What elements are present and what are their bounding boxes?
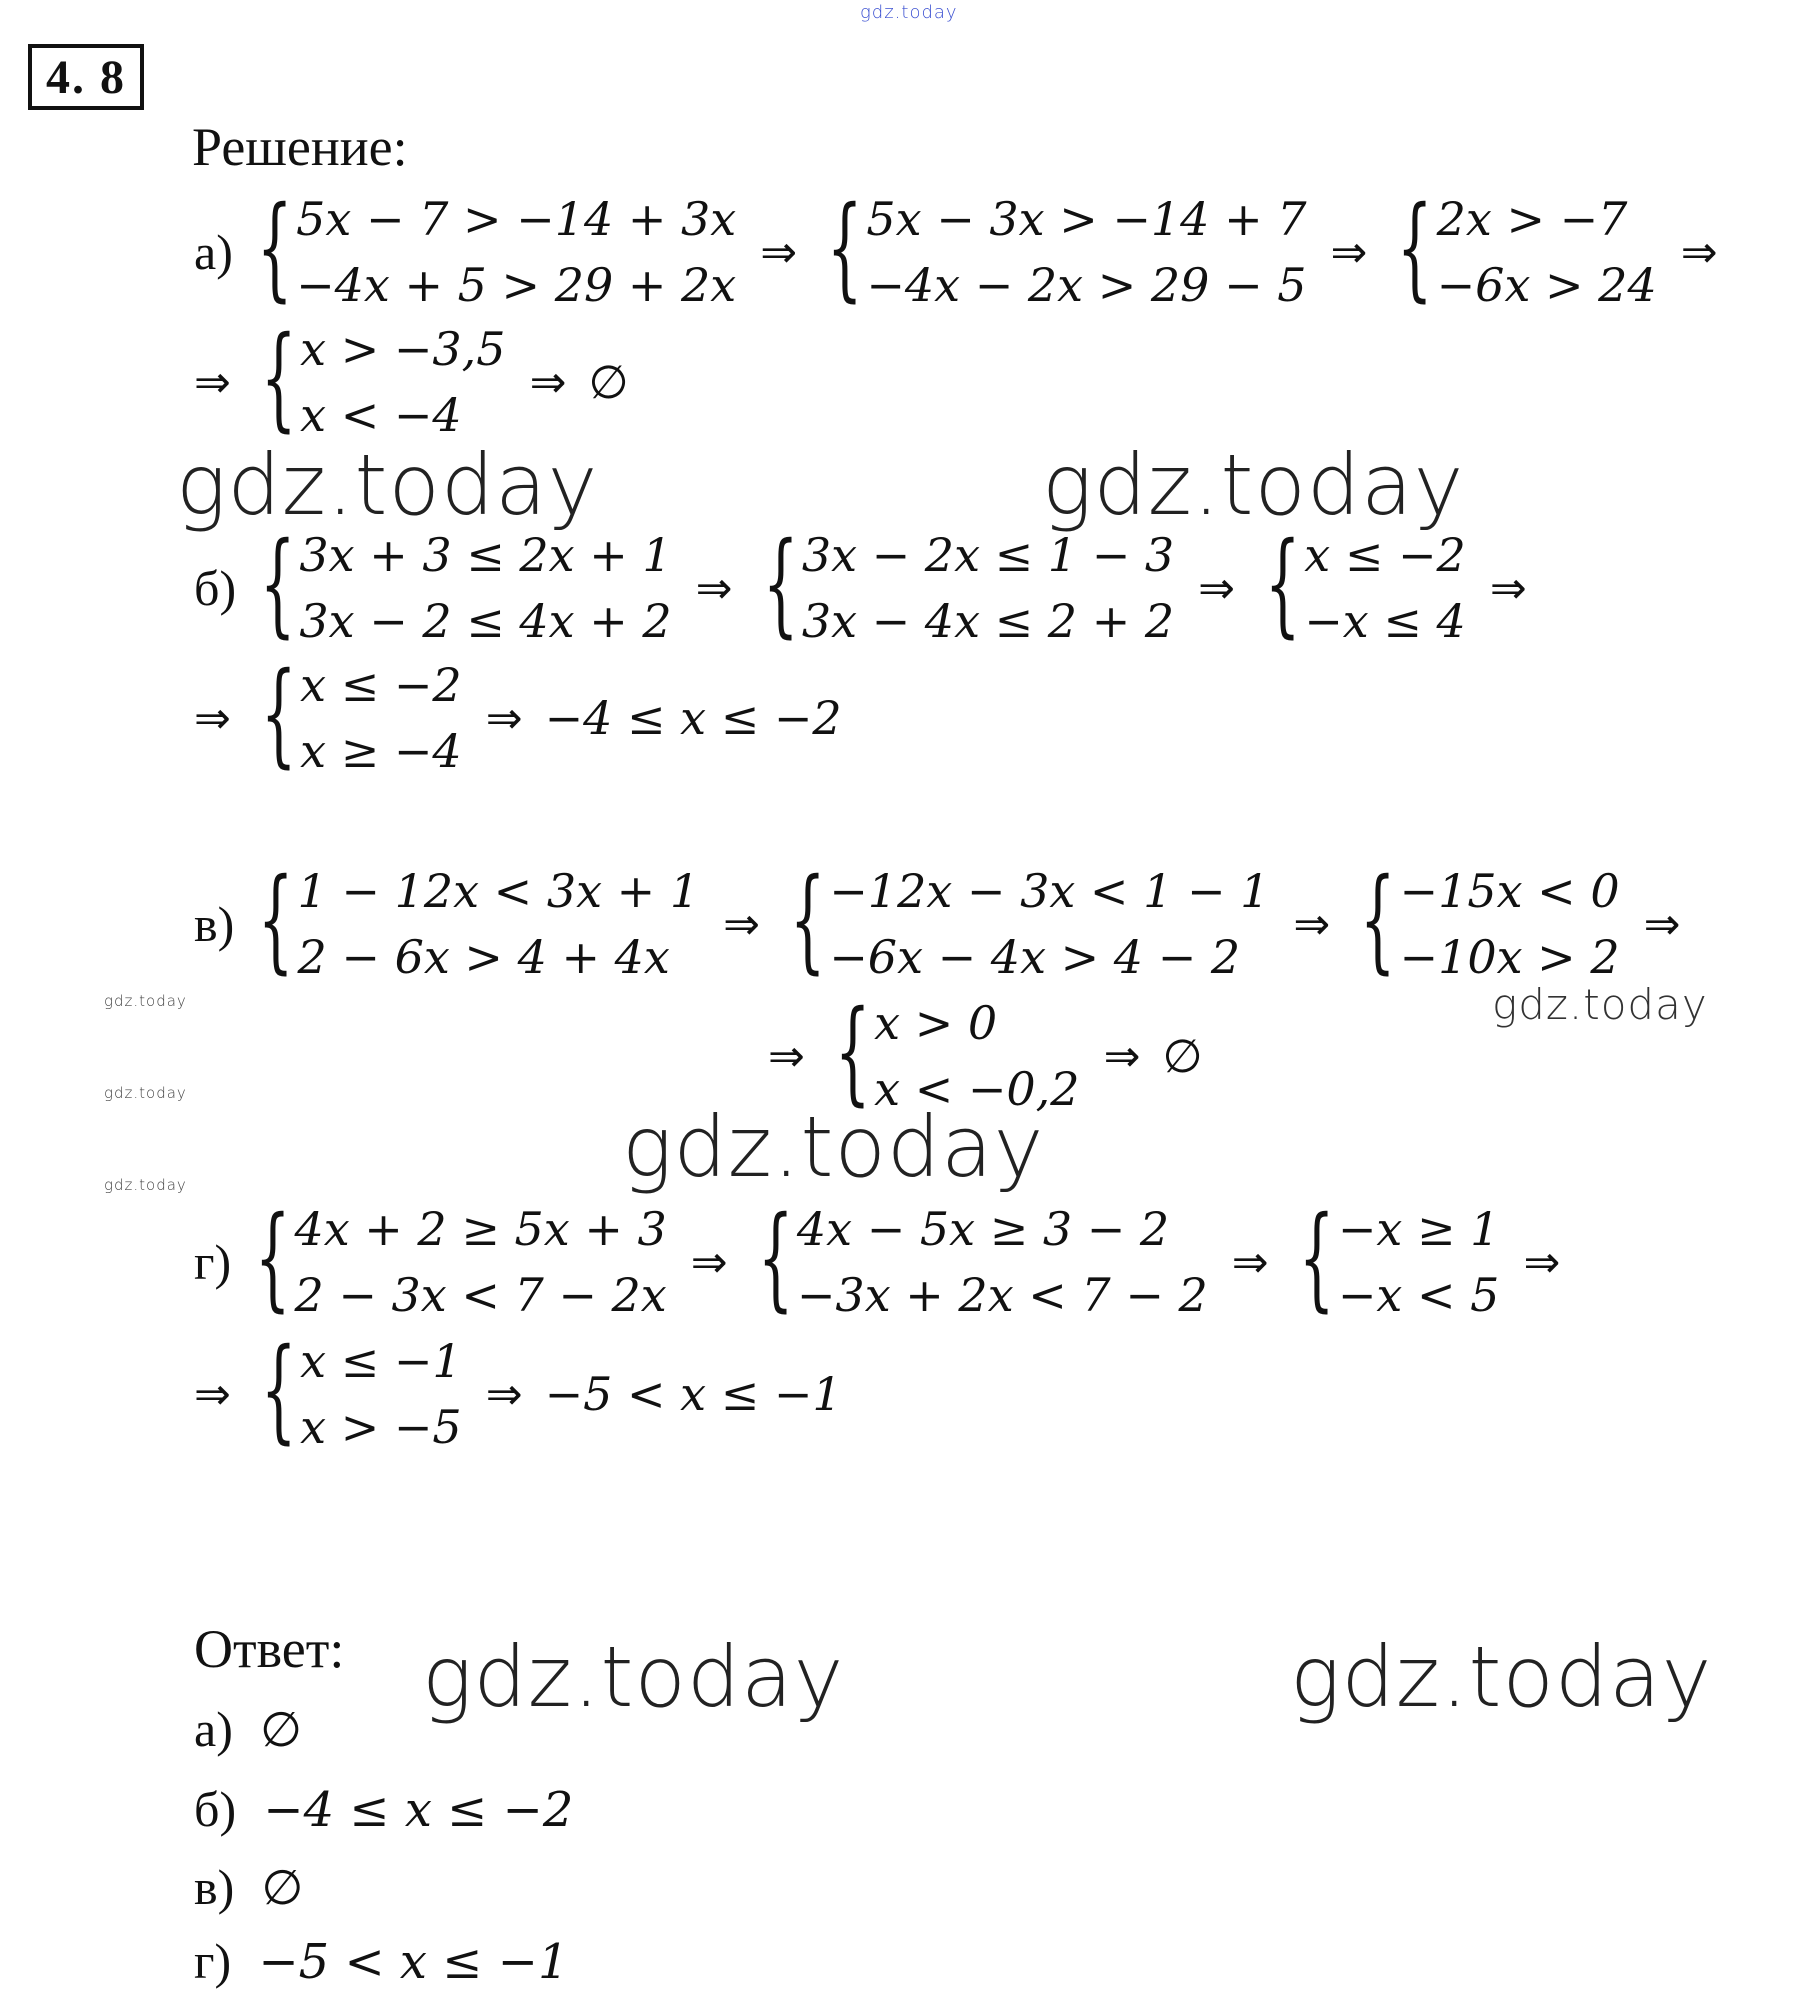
equation: 3x − 4x ≤ 2 + 2	[801, 594, 1175, 648]
system: { x > 0 x < −0,2	[829, 990, 1080, 1122]
part-a-line-2	[194, 313, 629, 448]
equation: 3x − 2 ≤ 4x + 2	[299, 594, 672, 648]
implies-arrow: ⇒	[1103, 1030, 1141, 1082]
answer-heading: Ответ:	[194, 1619, 345, 1679]
system: { 3x − 2x ≤ 1 − 3 3x − 4x ≤ 2 + 2	[757, 522, 1175, 654]
equation: −4x − 2x > 29 − 5	[866, 258, 1307, 312]
equation: 4x + 2 ≥ 5x + 3	[294, 1202, 667, 1256]
system: { −15x < 0 −10x > 2	[1354, 858, 1619, 990]
watermark: gdz.today	[1492, 980, 1708, 1029]
equation: 1 − 12x < 3x + 1	[297, 864, 700, 918]
equation: x ≤ −2	[300, 658, 462, 712]
answer-value: −5 < x ≤ −1	[258, 1934, 569, 1990]
implies-arrow: ⇒	[1231, 1236, 1269, 1288]
implies-arrow: ⇒	[194, 356, 231, 408]
system: { x ≤ −1 x > −5	[255, 1328, 462, 1460]
implies-arrow: ⇒	[768, 1030, 805, 1082]
system: { 2x > −7 −6x > 24	[1391, 186, 1656, 318]
system: { 3x + 3 ≤ 2x + 1 3x − 2 ≤ 4x + 2	[254, 522, 672, 654]
answer-value: ∅	[261, 1860, 304, 1916]
equation: x < −0,2	[874, 1062, 1080, 1116]
watermark: gdz.today	[622, 1098, 1045, 1196]
system: { 4x + 2 ≥ 5x + 3 2 − 3x < 7 − 2x	[249, 1196, 667, 1328]
watermark: gdz.today	[104, 992, 187, 1010]
equation: −15x < 0	[1399, 864, 1620, 918]
equation: −3x + 2x < 7 − 2	[796, 1268, 1208, 1322]
part-v-label: в)	[194, 896, 235, 952]
implies-arrow: ⇒	[1330, 226, 1368, 278]
system: { 4x − 5x ≥ 3 − 2 −3x + 2x < 7 − 2	[752, 1196, 1208, 1328]
implies-arrow: ⇒	[690, 1236, 728, 1288]
equation: −6x > 24	[1436, 258, 1657, 312]
answer-label: г)	[194, 1933, 232, 1989]
part-g-line-2	[194, 1325, 842, 1460]
implies-arrow: ⇒	[1198, 562, 1235, 614]
system: { x ≤ −2 x ≥ −4	[255, 652, 462, 784]
watermark-top: gdz.today	[860, 2, 958, 23]
equation: 2x > −7	[1436, 192, 1628, 246]
equation: −x ≤ 4	[1304, 594, 1466, 648]
equation: x < −4	[300, 388, 462, 442]
equation: 2 − 3x < 7 − 2x	[294, 1268, 667, 1322]
part-a-result: ∅	[588, 355, 629, 409]
equation: x ≤ −2	[1304, 528, 1466, 582]
part-g-line-1	[194, 1193, 1578, 1328]
answer-label: б)	[194, 1781, 237, 1837]
answer-b	[194, 1780, 573, 1838]
watermark: gdz.today	[104, 1176, 187, 1194]
part-v-line-1	[194, 855, 1698, 990]
part-a-line-1	[194, 183, 1736, 318]
implies-arrow: ⇒	[695, 562, 733, 614]
answer-v	[194, 1858, 303, 1916]
watermark: gdz.today	[1290, 1628, 1713, 1726]
equation: 2 − 6x > 4 + 4x	[297, 930, 670, 984]
equation: −4x + 5 > 29 + 2x	[296, 258, 737, 312]
equation: 4x − 5x ≥ 3 − 2	[796, 1202, 1170, 1256]
equation: −x ≥ 1	[1337, 1202, 1500, 1256]
answer-value: −4 ≤ x ≤ −2	[263, 1782, 574, 1838]
implies-arrow: ⇒	[723, 898, 760, 950]
equation: 5x − 3x > −14 + 7	[866, 192, 1307, 246]
part-g-result: −5 < x ≤ −1	[544, 1367, 842, 1421]
watermark: gdz.today	[176, 436, 599, 534]
system: { x ≤ −2 −x ≤ 4	[1259, 522, 1466, 654]
implies-arrow: ⇒	[1523, 1236, 1561, 1288]
equation: −6x − 4x > 4 − 2	[829, 930, 1241, 984]
part-b-line-1	[194, 519, 1545, 654]
answer-value: ∅	[260, 1702, 302, 1758]
answer-a	[194, 1700, 302, 1758]
equation: x ≥ −4	[300, 724, 462, 778]
implies-arrow: ⇒	[1643, 898, 1681, 950]
watermark: gdz.today	[104, 1084, 187, 1102]
part-a-label: а)	[194, 224, 233, 280]
equation: x > −3,5	[300, 322, 506, 376]
equation: −x < 5	[1337, 1268, 1500, 1322]
system: { −x ≥ 1 −x < 5	[1293, 1196, 1500, 1328]
equation: x ≤ −1	[300, 1334, 462, 1388]
system: { 1 − 12x < 3x + 1 2 − 6x > 4 + 4x	[252, 858, 699, 990]
system: { 5x − 7 > −14 + 3x −4x + 5 > 29 + 2x	[251, 186, 736, 318]
implies-arrow: ⇒	[194, 1368, 231, 1420]
implies-arrow: ⇒	[760, 226, 798, 278]
implies-arrow: ⇒	[1293, 898, 1331, 950]
problem-number: 4. 8	[28, 44, 144, 110]
watermark: gdz.today	[422, 1628, 845, 1726]
equation: x > 0	[874, 996, 998, 1050]
part-v-result: ∅	[1162, 1029, 1203, 1083]
watermark: gdz.today	[1042, 436, 1465, 534]
system: { 5x − 3x > −14 + 7 −4x − 2x > 29 − 5	[821, 186, 1306, 318]
answer-label: а)	[194, 1701, 233, 1757]
implies-arrow: ⇒	[194, 692, 231, 744]
implies-arrow: ⇒	[485, 692, 523, 744]
part-b-label: б)	[194, 560, 237, 616]
equation: −12x − 3x < 1 − 1	[829, 864, 1270, 918]
equation: x > −5	[300, 1400, 462, 1454]
answer-g	[194, 1932, 569, 1990]
equation: −10x > 2	[1399, 930, 1620, 984]
implies-arrow: ⇒	[529, 356, 567, 408]
implies-arrow: ⇒	[485, 1368, 523, 1420]
implies-arrow: ⇒	[1489, 562, 1527, 614]
part-g-label: г)	[194, 1234, 232, 1290]
solution-heading: Решение:	[192, 117, 408, 177]
equation: 5x − 7 > −14 + 3x	[296, 192, 737, 246]
equation: 3x − 2x ≤ 1 − 3	[801, 528, 1175, 582]
part-b-result: −4 ≤ x ≤ −2	[544, 691, 842, 745]
equation: 3x + 3 ≤ 2x + 1	[299, 528, 672, 582]
system: { −12x − 3x < 1 − 1 −6x − 4x > 4 − 2	[784, 858, 1269, 990]
system: { x > −3,5 x < −4	[255, 316, 506, 448]
part-b-line-2	[194, 649, 842, 784]
answer-label: в)	[194, 1859, 235, 1915]
implies-arrow: ⇒	[1680, 226, 1718, 278]
